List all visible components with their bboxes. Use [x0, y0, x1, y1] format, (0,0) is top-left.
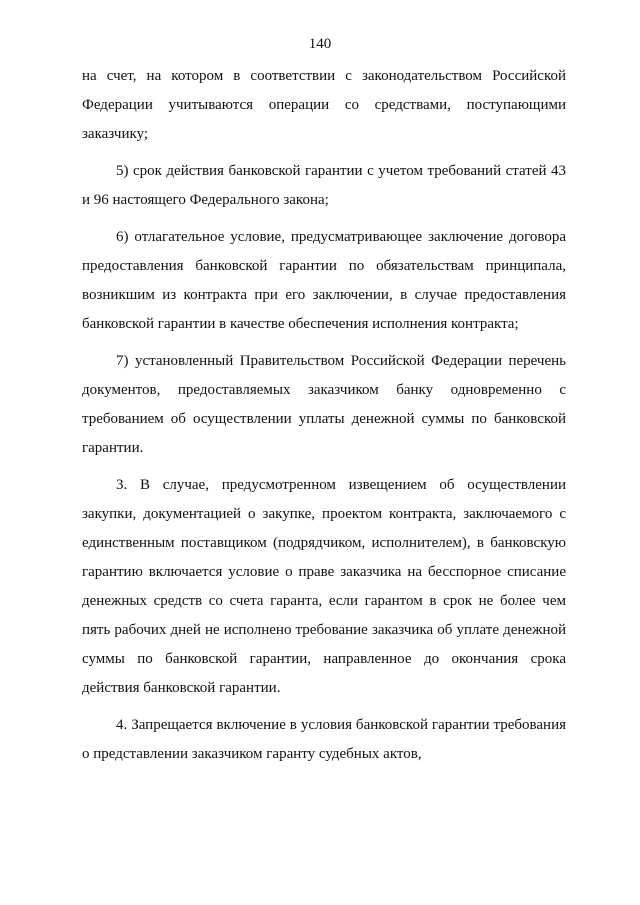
- paragraph-continuation: на счет, на котором в соответствии с законодательством Российской Федерации учитываются операции со средствами, поступающими заказчику;: [82, 68, 566, 142]
- paragraph-item-5: 5) срок действия банковской гарантии с учетом требований статей 43 и 96 настоящего Федерального закона;: [82, 163, 566, 208]
- page-number: 140: [308, 36, 332, 52]
- paragraph-item-7: 7) установленный Правительством Российской Федерации перечень документов, предоставляемых заказчиком банку одновременно с требованием об осуществлении уплаты денежной суммы по банковской гарантии.: [82, 353, 566, 456]
- paragraph-item-6: 6) отлагательное условие, предусматривающее заключение договора предоставления банковской гарантии по обязательствам принципала, возникшим из контракта при его заключении, в случае предоставления банковской гарантии в качестве обеспечения исполнения контракта;: [82, 229, 566, 332]
- paragraph-section-3: 3. В случае, предусмотренном извещением об осуществлении закупки, документацией о закупке, проектом контракта, заключаемого с единственным поставщиком (подрядчиком, исполнителем), в банковскую гарантию включается условие о праве заказчика на бесспорное списание денежных средств со счета гаранта, если гарантом в срок не более чем пять рабочих дней не исполнено требование заказчика об уплате денежной суммы по банковской гарантии, направленное до окончания срока действия банковской гарантии.: [82, 477, 566, 696]
- document-body: [82, 62, 566, 769]
- paragraph-section-4: 4. Запрещается включение в условия банковской гарантии требования о представлении заказчиком гаранту судебных актов,: [82, 717, 566, 762]
